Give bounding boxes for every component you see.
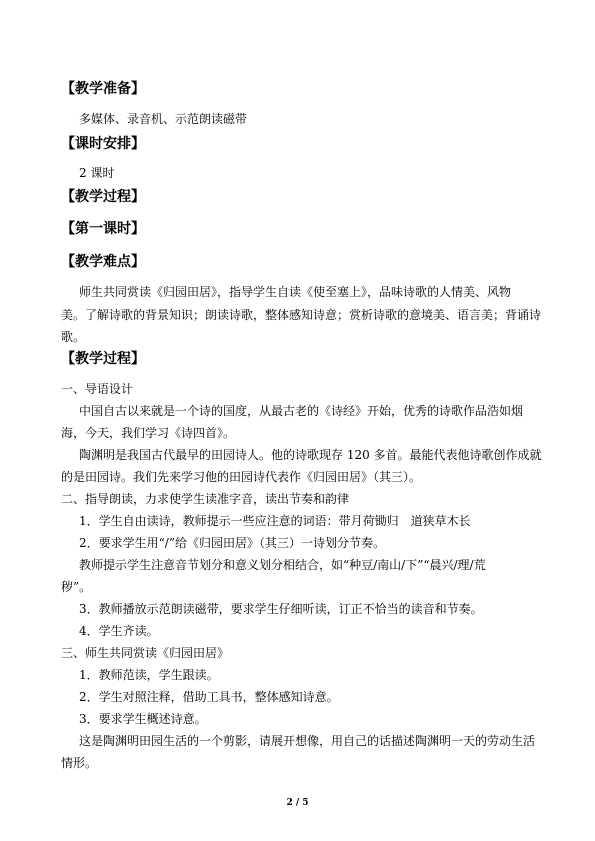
difficulty-line: 歌。 xyxy=(61,330,86,344)
heading-teaching-process-2: 【教学过程】 xyxy=(61,351,145,367)
list-item: 3．要求学生概述诗意。 xyxy=(79,712,207,726)
heading-first-lesson: 【第一课时】 xyxy=(61,221,145,237)
paragraph-line: 秽”。 xyxy=(61,580,92,594)
heading-class-schedule: 【课时安排】 xyxy=(61,136,145,152)
list-item: 1．学生自由读诗，教师提示一些应注意的词语：带月荷锄归 道狭草木长 xyxy=(79,514,471,528)
paragraph-line: 这是陶渊明田园生活的一个剪影，请展开想像，用自己的话描述陶渊明一天的劳动生活 xyxy=(79,734,536,748)
list-item: 3．教师播放示范朗读磁带，要求学生仔细听读，订正不恰当的读音和节奏。 xyxy=(79,602,483,616)
paragraph-line: 中国自古以来就是一个诗的国度，从最古老的《诗经》开始，优秀的诗歌作品浩如烟 xyxy=(79,404,524,418)
section-title: 三、师生共同赏读《归园田居》 xyxy=(61,646,230,660)
heading-teaching-difficulty: 【教学难点】 xyxy=(61,254,145,270)
paragraph-line: 情形。 xyxy=(61,756,98,770)
heading-teaching-process: 【教学过程】 xyxy=(61,189,145,205)
paragraph-line: 的是田园诗。我们先来学习他的田园诗代表作《归园田居》（其三）。 xyxy=(61,470,422,484)
section-title: 一、导语设计 xyxy=(61,382,134,396)
list-item: 1．教师范读，学生跟读。 xyxy=(79,668,219,682)
schedule-text: 2 课时 xyxy=(79,166,115,180)
difficulty-line: 师生共同赏读《归园田居》，指导学生自读《使至塞上》，品味诗歌的人情美、风物 xyxy=(79,285,512,299)
heading-teaching-preparation: 【教学准备】 xyxy=(61,81,145,97)
page-number: 2 / 5 xyxy=(286,798,309,808)
paragraph-line: 教师提示学生注意音节划分和意义划分相结合，如“种豆/南山/下”“晨兴/理/荒 xyxy=(79,558,486,572)
paragraph-line: 陶渊明是我国古代最早的田园诗人。他的诗歌现存 120 多首。最能代表他诗歌创作成就 xyxy=(79,448,542,462)
paragraph-line: 海，今天，我们学习《诗四首》。 xyxy=(61,426,236,440)
list-item: 4．学生齐读。 xyxy=(79,624,159,638)
list-item: 2．学生对照注释，借助工具书，整体感知诗意。 xyxy=(79,690,339,704)
list-item: 2．要求学生用“/”给《归园田居》（其三）一诗划分节奏。 xyxy=(79,536,385,550)
section-title: 二、指导朗读，力求使学生读准字音，读出节奏和韵律 xyxy=(61,492,350,506)
difficulty-line: 美。了解诗歌的背景知识；朗读诗歌，整体感知诗意；赏析诗歌的意境美、语言美；背诵诗 xyxy=(61,308,542,322)
preparation-text: 多媒体、录音机、示范朗读磁带 xyxy=(79,112,248,126)
